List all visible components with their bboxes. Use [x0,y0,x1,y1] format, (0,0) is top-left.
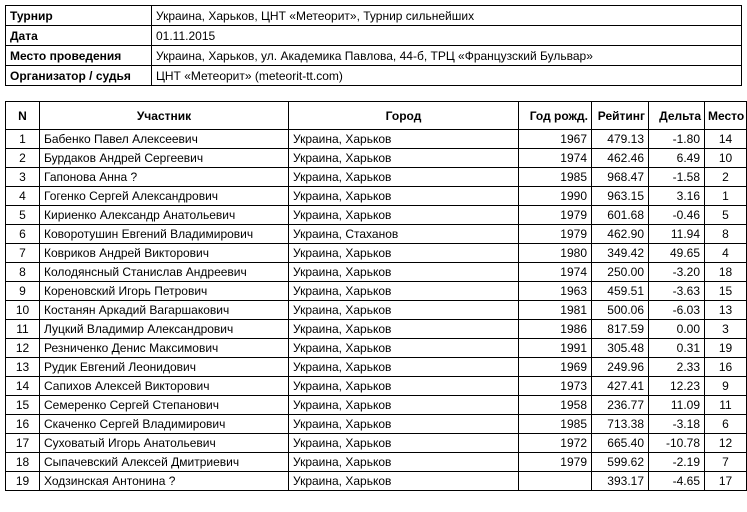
header-city: Город [289,102,519,130]
cell-city: Украина, Харьков [289,358,519,377]
cell-city: Украина, Харьков [289,472,519,491]
cell-city: Украина, Харьков [289,206,519,225]
cell-participant: Костанян Аркадий Вагаршакович [40,301,289,320]
cell-rating: 462.46 [592,149,649,168]
cell-birth-year: 1967 [519,130,592,149]
cell-rating: 713.38 [592,415,649,434]
cell-birth-year: 1974 [519,263,592,282]
cell-place: 17 [705,472,747,491]
cell-n: 6 [6,225,40,244]
table-row [6,168,747,187]
cell-participant: Колодянсный Станислав Андреевич [40,263,289,282]
cell-birth-year: 1991 [519,339,592,358]
cell-n: 8 [6,263,40,282]
cell-delta: -3.18 [649,415,705,434]
cell-participant: Гапонова Анна ? [40,168,289,187]
cell-birth-year: 1981 [519,301,592,320]
info-label: Турнир [6,6,152,26]
cell-birth-year: 1958 [519,396,592,415]
cell-rating: 236.77 [592,396,649,415]
cell-participant: Сыпачевский Алексей Дмитриевич [40,453,289,472]
cell-delta: -0.46 [649,206,705,225]
cell-city: Украина, Харьков [289,377,519,396]
table-row [6,301,747,320]
cell-rating: 249.96 [592,358,649,377]
info-value: Украина, Харьков, ул. Академика Павлова, 44-б, ТРЦ «Французский Бульвар» [152,46,742,66]
cell-city: Украина, Харьков [289,282,519,301]
table-row [6,225,747,244]
cell-delta: -1.80 [649,130,705,149]
tournament-info-body [6,6,742,86]
cell-rating: 305.48 [592,339,649,358]
cell-participant: Гогенко Сергей Александрович [40,187,289,206]
cell-n: 13 [6,358,40,377]
cell-birth-year: 1985 [519,415,592,434]
cell-city: Украина, Харьков [289,130,519,149]
cell-birth-year: 1979 [519,453,592,472]
cell-n: 19 [6,472,40,491]
cell-rating: 462.90 [592,225,649,244]
cell-rating: 665.40 [592,434,649,453]
cell-n: 9 [6,282,40,301]
cell-participant: Кореновский Игорь Петрович [40,282,289,301]
cell-birth-year: 1986 [519,320,592,339]
cell-rating: 817.59 [592,320,649,339]
header-participant: Участник [40,102,289,130]
info-row [6,6,742,26]
cell-birth-year [519,472,592,491]
cell-city: Украина, Харьков [289,453,519,472]
info-value: ЦНТ «Метеорит» (meteorit-tt.com) [152,66,742,86]
cell-place: 8 [705,225,747,244]
table-row [6,377,747,396]
cell-participant: Сапихов Алексей Викторович [40,377,289,396]
cell-participant: Ходзинская Антонина ? [40,472,289,491]
cell-delta: -3.63 [649,282,705,301]
cell-participant: Луцкий Владимир Александрович [40,320,289,339]
table-row [6,187,747,206]
table-row [6,453,747,472]
table-row [6,206,747,225]
cell-delta: -1.58 [649,168,705,187]
cell-birth-year: 1990 [519,187,592,206]
cell-delta: 49.65 [649,244,705,263]
cell-city: Украина, Харьков [289,320,519,339]
table-row [6,149,747,168]
cell-delta: -4.65 [649,472,705,491]
cell-city: Украина, Харьков [289,339,519,358]
info-label: Организатор / судья [6,66,152,86]
header-delta: Дельта [649,102,705,130]
cell-place: 6 [705,415,747,434]
cell-birth-year: 1969 [519,358,592,377]
cell-n: 17 [6,434,40,453]
cell-city: Украина, Харьков [289,434,519,453]
cell-n: 10 [6,301,40,320]
cell-delta: -10.78 [649,434,705,453]
cell-n: 2 [6,149,40,168]
cell-place: 16 [705,358,747,377]
cell-birth-year: 1979 [519,206,592,225]
info-label: Дата [6,26,152,46]
cell-place: 18 [705,263,747,282]
cell-city: Украина, Харьков [289,149,519,168]
cell-n: 14 [6,377,40,396]
table-row [6,396,747,415]
info-value: Украина, Харьков, ЦНТ «Метеорит», Турнир сильнейших [152,6,742,26]
cell-rating: 968.47 [592,168,649,187]
tournament-info-table [5,5,742,86]
cell-city: Украина, Харьков [289,396,519,415]
cell-delta: 0.00 [649,320,705,339]
cell-place: 12 [705,434,747,453]
cell-n: 11 [6,320,40,339]
cell-participant: Бурдаков Андрей Сергеевич [40,149,289,168]
cell-n: 18 [6,453,40,472]
cell-delta: 11.94 [649,225,705,244]
table-row [6,415,747,434]
cell-city: Украина, Харьков [289,244,519,263]
cell-city: Украина, Харьков [289,301,519,320]
cell-delta: -6.03 [649,301,705,320]
table-row [6,358,747,377]
cell-delta: 11.09 [649,396,705,415]
info-value: 01.11.2015 [152,26,742,46]
cell-rating: 427.41 [592,377,649,396]
cell-rating: 349.42 [592,244,649,263]
cell-rating: 250.00 [592,263,649,282]
cell-city: Украина, Харьков [289,187,519,206]
cell-delta: -3.20 [649,263,705,282]
table-row [6,434,747,453]
cell-birth-year: 1980 [519,244,592,263]
cell-delta: 12.23 [649,377,705,396]
cell-city: Украина, Харьков [289,415,519,434]
cell-birth-year: 1972 [519,434,592,453]
cell-delta: -2.19 [649,453,705,472]
cell-rating: 479.13 [592,130,649,149]
cell-delta: 2.33 [649,358,705,377]
cell-place: 3 [705,320,747,339]
info-label: Место проведения [6,46,152,66]
cell-participant: Ковриков Андрей Викторович [40,244,289,263]
cell-n: 7 [6,244,40,263]
cell-birth-year: 1973 [519,377,592,396]
cell-rating: 963.15 [592,187,649,206]
table-row [6,320,747,339]
cell-birth-year: 1963 [519,282,592,301]
header-rating: Рейтинг [592,102,649,130]
info-row [6,26,742,46]
cell-birth-year: 1974 [519,149,592,168]
cell-participant: Бабенко Павел Алексеевич [40,130,289,149]
cell-place: 19 [705,339,747,358]
cell-rating: 500.06 [592,301,649,320]
cell-participant: Суховатый Игорь Анатольевич [40,434,289,453]
cell-city: Украина, Стаханов [289,225,519,244]
cell-place: 13 [705,301,747,320]
results-table [5,101,747,491]
cell-n: 3 [6,168,40,187]
cell-birth-year: 1985 [519,168,592,187]
header-n: N [6,102,40,130]
cell-n: 5 [6,206,40,225]
cell-place: 4 [705,244,747,263]
cell-place: 2 [705,168,747,187]
cell-participant: Семеренко Сергей Степанович [40,396,289,415]
cell-participant: Резниченко Денис Максимович [40,339,289,358]
header-birth-year: Год рожд. [519,102,592,130]
cell-delta: 6.49 [649,149,705,168]
info-row [6,66,742,86]
cell-place: 9 [705,377,747,396]
table-row [6,263,747,282]
cell-participant: Кириенко Александр Анатольевич [40,206,289,225]
header-place: Место [705,102,747,130]
cell-city: Украина, Харьков [289,168,519,187]
cell-participant: Скаченко Сергей Владимирович [40,415,289,434]
results-header [6,102,747,130]
cell-n: 1 [6,130,40,149]
cell-n: 16 [6,415,40,434]
table-row [6,472,747,491]
cell-place: 14 [705,130,747,149]
cell-city: Украина, Харьков [289,263,519,282]
table-row [6,130,747,149]
cell-rating: 601.68 [592,206,649,225]
cell-rating: 459.51 [592,282,649,301]
cell-participant: Рудик Евгений Леонидович [40,358,289,377]
cell-delta: 0.31 [649,339,705,358]
cell-place: 7 [705,453,747,472]
info-row [6,46,742,66]
cell-place: 11 [705,396,747,415]
cell-n: 12 [6,339,40,358]
cell-n: 15 [6,396,40,415]
cell-place: 5 [705,206,747,225]
cell-rating: 393.17 [592,472,649,491]
cell-delta: 3.16 [649,187,705,206]
cell-place: 10 [705,149,747,168]
cell-birth-year: 1979 [519,225,592,244]
cell-place: 1 [705,187,747,206]
table-row [6,282,747,301]
cell-n: 4 [6,187,40,206]
cell-rating: 599.62 [592,453,649,472]
cell-participant: Коворотушин Евгений Владимирович [40,225,289,244]
cell-place: 15 [705,282,747,301]
table-row [6,339,747,358]
header-row [6,102,747,130]
results-body [6,130,747,491]
table-row [6,244,747,263]
